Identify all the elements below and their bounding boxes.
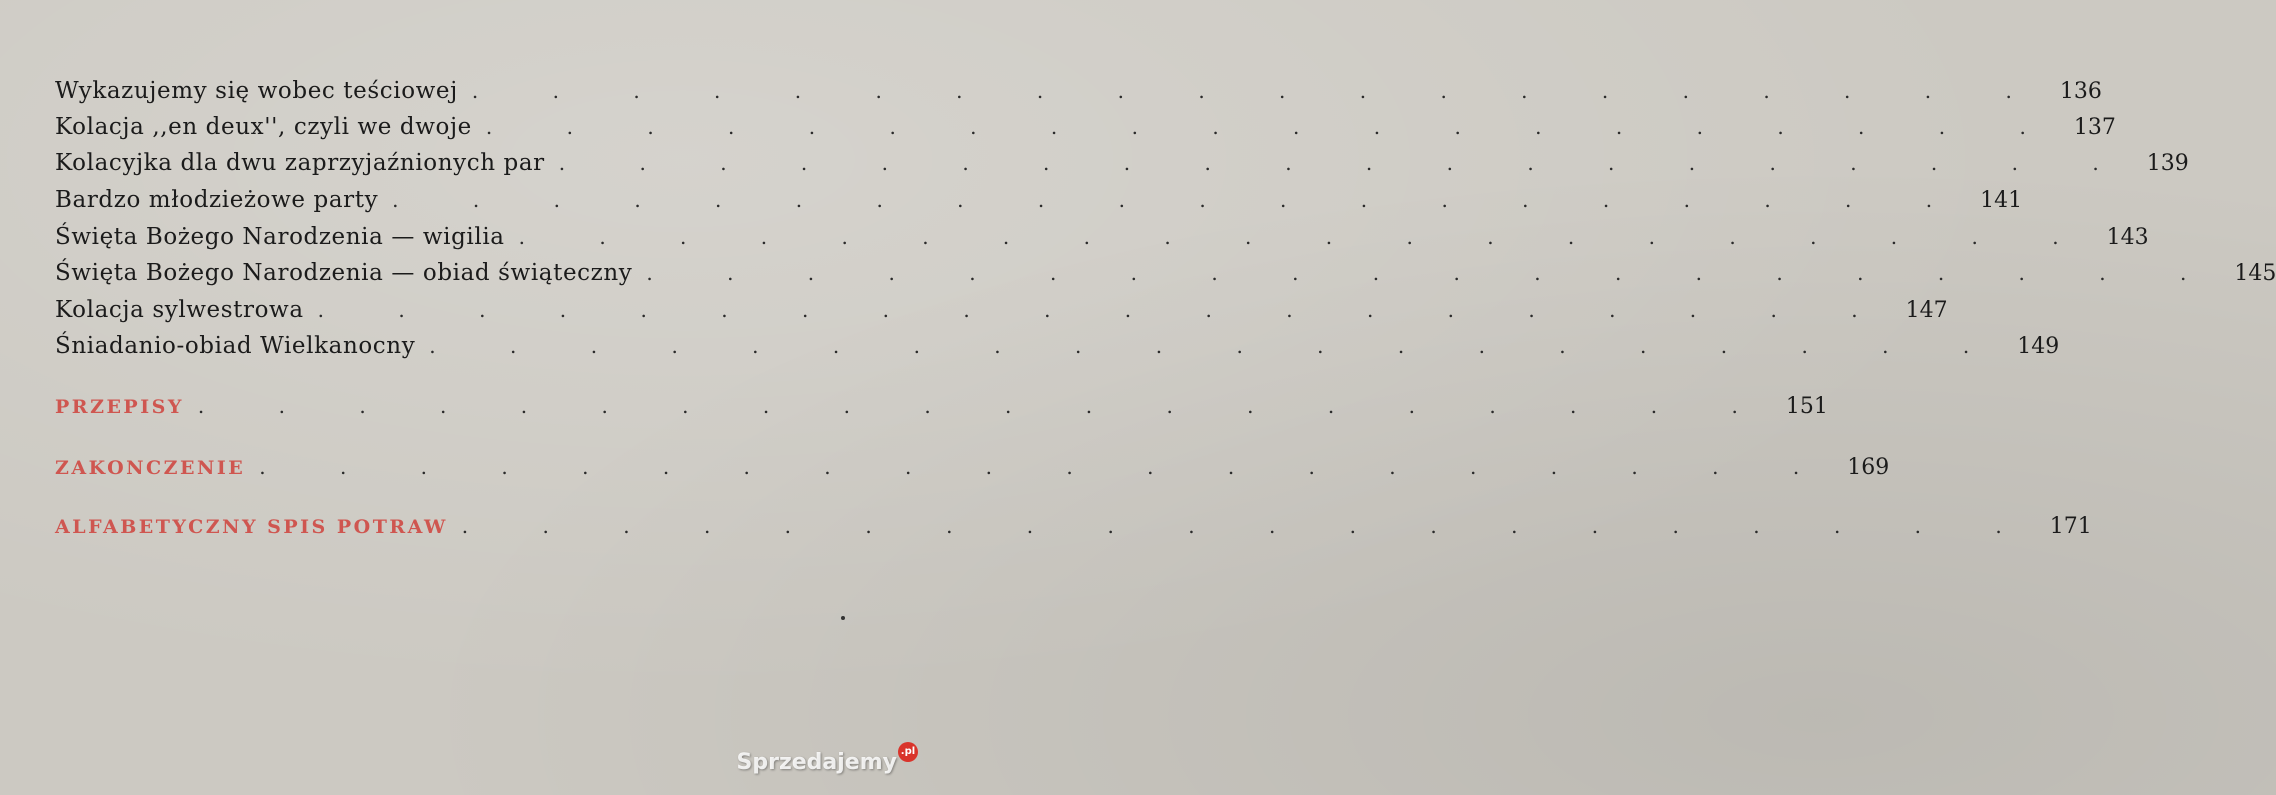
toc-entry xyxy=(55,260,2276,296)
toc-leader-dots: . . . . . . . . . . . . . . . . . . . . xyxy=(461,514,2036,538)
site-watermark xyxy=(736,746,919,775)
toc-section-page: 171 xyxy=(2049,514,2092,539)
toc-leader-dots: . . . . . . . . . . . . . . . . . . . . xyxy=(317,298,1892,322)
toc-leader-dots: . . . . . . . . . . . . . . . . . . . . xyxy=(485,115,2060,139)
toc-entry xyxy=(55,150,2189,186)
toc-section-page: 151 xyxy=(1785,394,1828,419)
toc-entry xyxy=(55,187,2023,223)
toc-entry-page: 147 xyxy=(1905,298,1948,323)
toc-leader-dots: . . . . . . . . . . . . . . . . . . . . xyxy=(429,334,2004,358)
toc-entry-title: Wykazujemy się wobec teściowej xyxy=(55,78,458,104)
toc-leader-dots: . . . . . . . . . . . . . . . . . . . . xyxy=(197,394,1772,418)
toc-entry-title: Bardzo młodzieżowe party xyxy=(55,187,379,213)
toc-section xyxy=(55,394,1828,430)
toc-entry-page: 149 xyxy=(2017,334,2060,359)
toc-entry xyxy=(55,78,2102,114)
toc-leader-dots: . . . . . . . . . . . . . . . . . . . . xyxy=(392,188,1967,212)
watermark-badge: .pl xyxy=(898,742,918,762)
toc-entry-title: Śniadanio-obiad Wielkanocny xyxy=(55,333,416,359)
watermark-text: Sprzedajemy xyxy=(736,750,897,775)
toc-entry xyxy=(55,297,1948,333)
toc-leader-dots: . . . . . . . . . . . . . . . . . . . . xyxy=(558,151,2133,175)
toc-entry-title: Święta Bożego Narodzenia — wigilia xyxy=(55,224,505,250)
toc-entry-title: Święta Bożego Narodzenia — obiad świąteczny xyxy=(55,260,633,286)
toc-entry xyxy=(55,114,2116,150)
toc-section-page: 169 xyxy=(1847,455,1890,480)
toc-section-title: ZAKONCZENIE xyxy=(55,457,246,479)
toc-entry-page: 136 xyxy=(2059,79,2102,104)
toc-section xyxy=(55,514,2092,550)
toc-entry-title: Kolacyjka dla dwu zaprzyjaźnionych par xyxy=(55,150,545,176)
toc-section xyxy=(55,455,1890,491)
toc-entry xyxy=(55,224,2149,260)
toc-entry-page: 143 xyxy=(2106,225,2149,250)
toc-leader-dots: . . . . . . . . . . . . . . . . . . . . xyxy=(518,225,2093,249)
toc-entry-title: Kolacja sylwestrowa xyxy=(55,297,304,323)
toc-entry xyxy=(55,333,2060,369)
toc-leader-dots: . . . . . . . . . . . . . . . . . . . . xyxy=(471,79,2046,103)
toc-entry-page: 139 xyxy=(2146,151,2189,176)
toc-entry-page: 141 xyxy=(1980,188,2023,213)
toc-section-title: ALFABETYCZNY SPIS POTRAW xyxy=(55,516,448,538)
toc-leader-dots: . . . . . . . . . . . . . . . . . . . . xyxy=(646,261,2221,285)
toc-entry-page: 137 xyxy=(2073,115,2116,140)
toc-section-title: PRZEPISY xyxy=(55,396,184,418)
toc-leader-dots: . . . . . . . . . . . . . . . . . . . . xyxy=(259,455,1834,479)
toc-entry-title: Kolacja ,,en deux'', czyli we dwoje xyxy=(55,114,472,140)
paper-speck xyxy=(841,616,845,620)
toc-entry-page: 145 xyxy=(2234,261,2276,286)
